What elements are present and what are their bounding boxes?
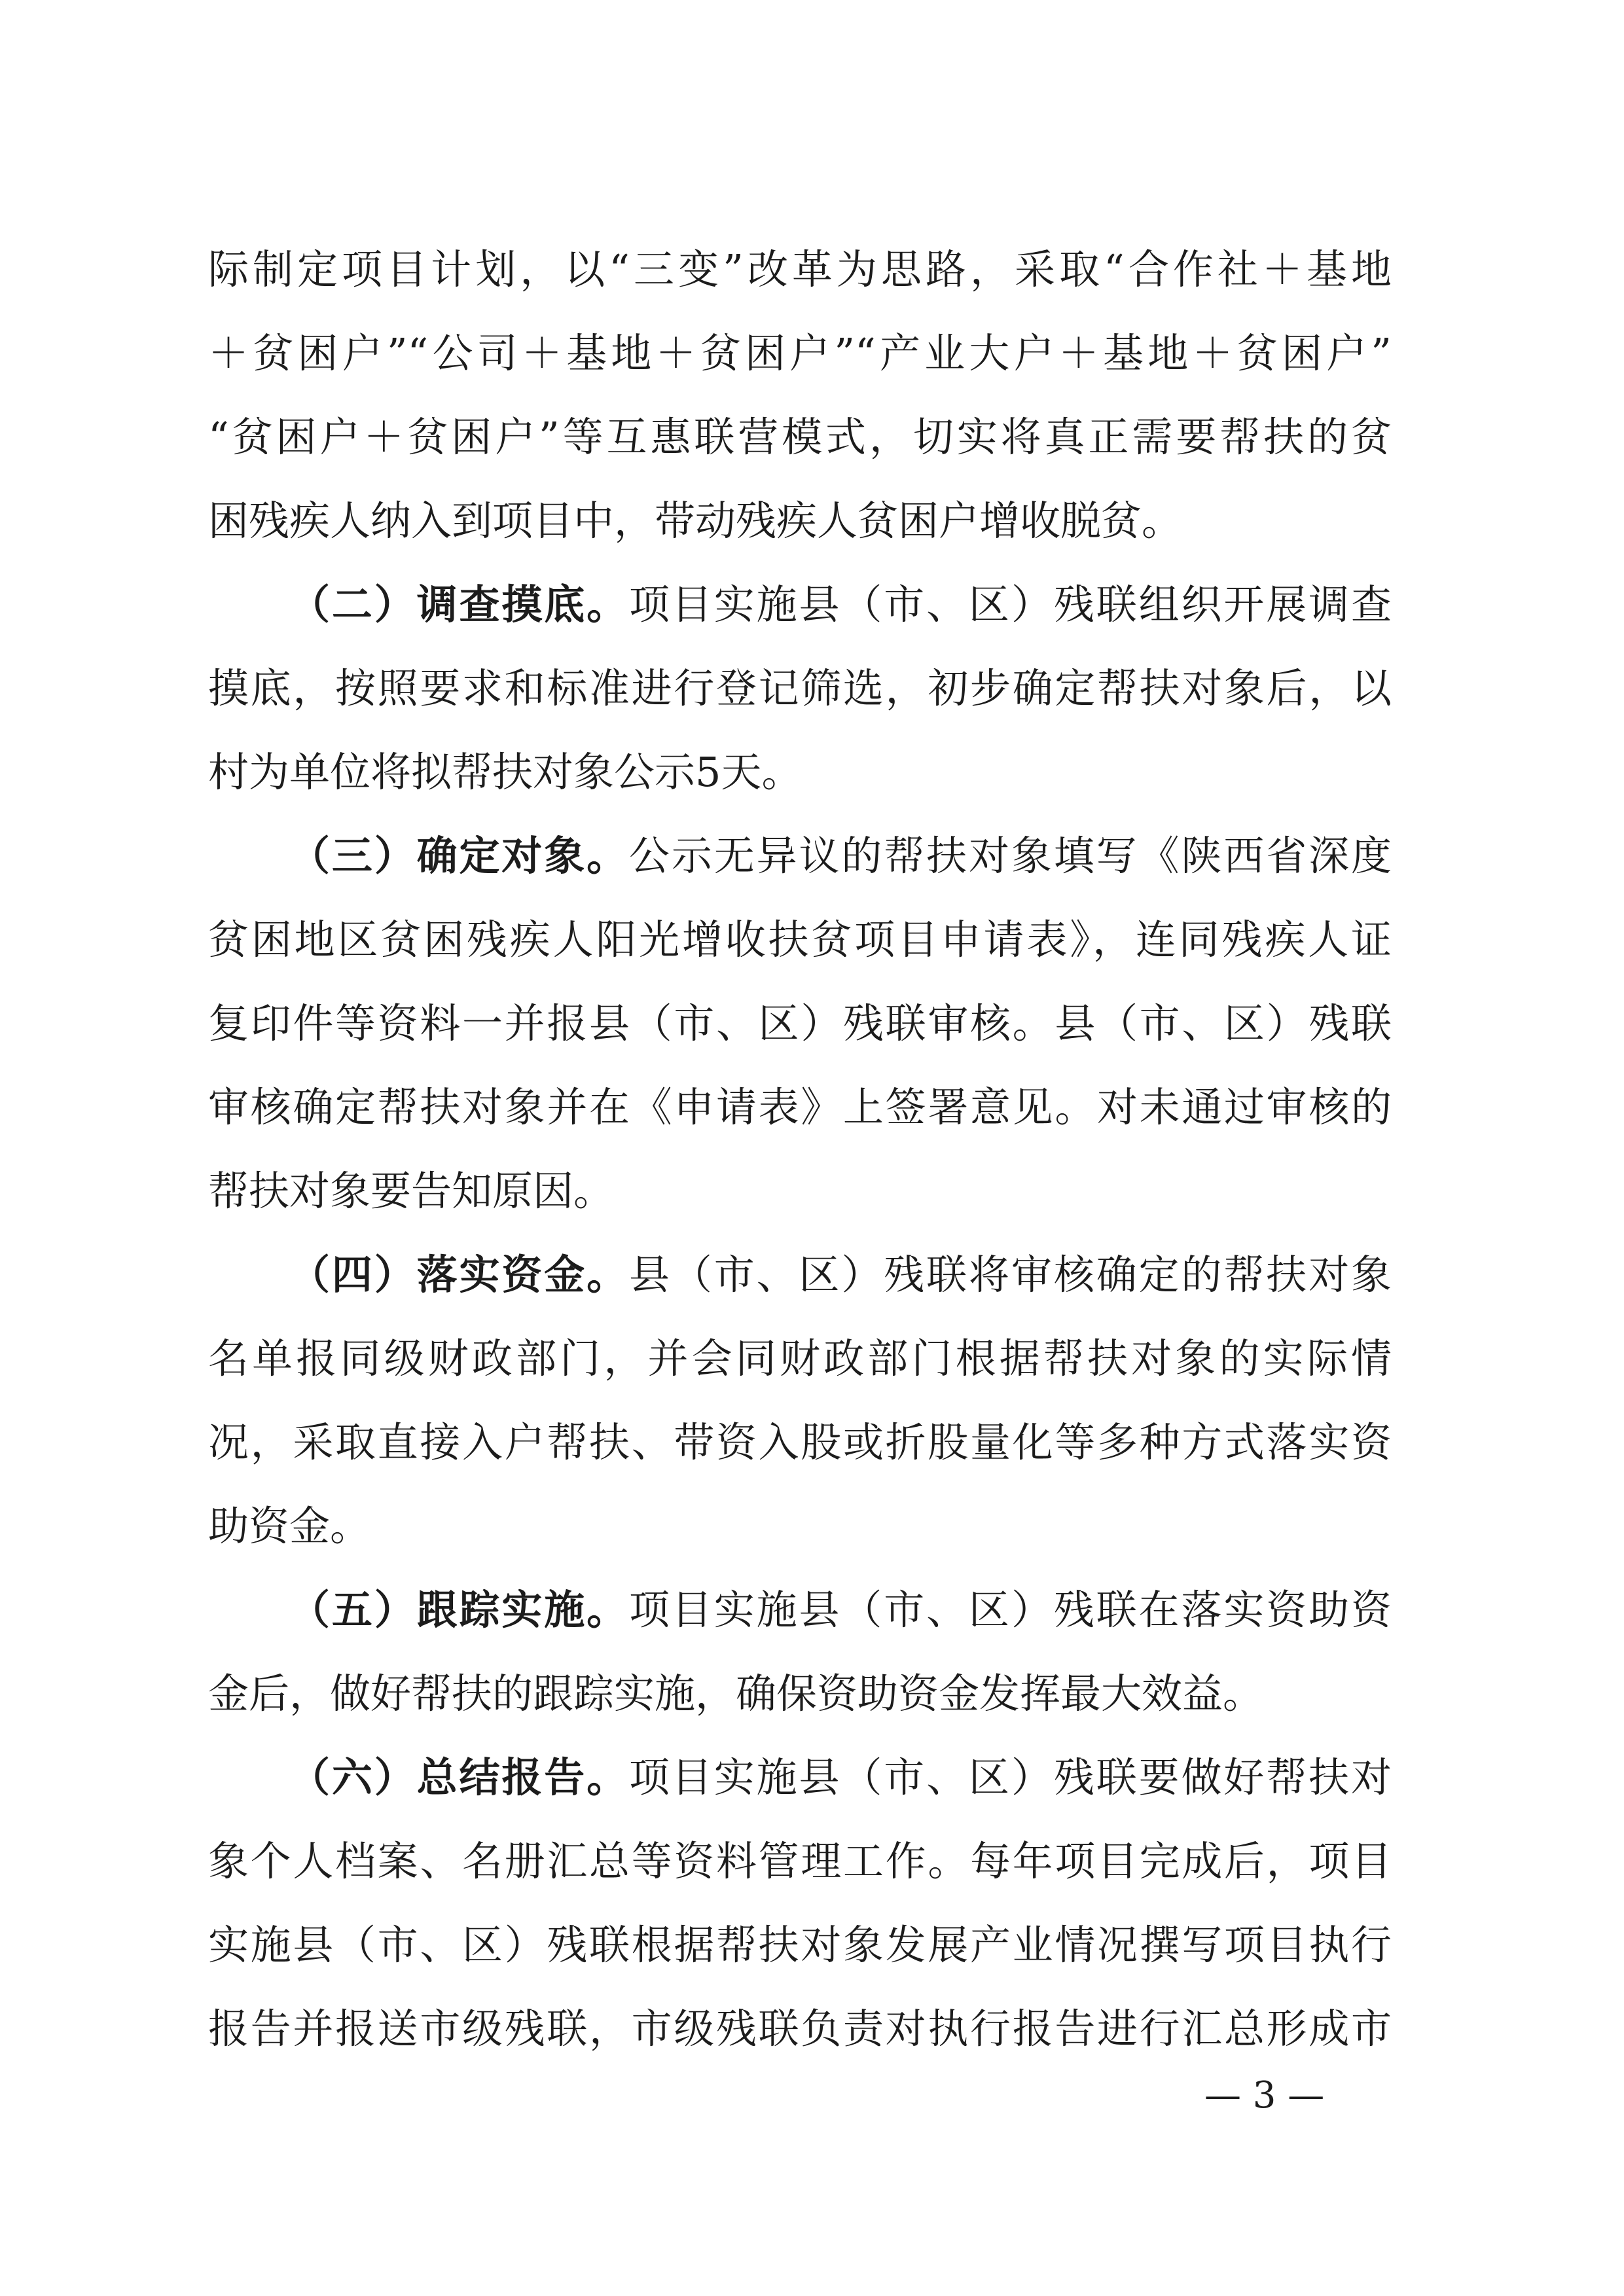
intro-line: ＋贫困户”“公司＋基地＋贫困户”“产业大户＋基地＋贫困户” xyxy=(208,329,1392,377)
intro-line: 际制定项目计划，以“三变”改革为思路，采取“合作社＋基地 xyxy=(208,245,1392,293)
section-text: 项目实施县（市、区）残联要做好帮扶对 xyxy=(629,1753,1392,1801)
intro-line: “贫困户＋贫困户”等互惠联营模式，切实将真正需要帮扶的贫 xyxy=(208,413,1392,461)
section-line: 实施县（市、区）残联根据帮扶对象发展产业情况撰写项目执行 xyxy=(208,1921,1392,1969)
intro-line: 困残疾人纳入到项目中，带动残疾人贫困户增收脱贫。 xyxy=(208,497,1183,545)
section-line: 村为单位将拟帮扶对象公示5天。 xyxy=(208,748,803,796)
section-first-line xyxy=(289,1249,1392,1301)
section-line: 名单报同级财政部门，并会同财政部门根据帮扶对象的实际情 xyxy=(208,1335,1392,1382)
section-line: 贫困地区贫困残疾人阳光增收扶贫项目申请表》，连同残疾人证 xyxy=(208,916,1392,963)
section-line: 复印件等资料一并报县（市、区）残联审核。县（市、区）残联 xyxy=(208,999,1392,1047)
section-line: 报告并报送市级残联，市级残联负责对执行报告进行汇总形成市 xyxy=(208,2005,1392,2053)
section-text: 公示无异议的帮扶对象填写《陕西省深度 xyxy=(629,832,1392,880)
section-line: 助资金。 xyxy=(208,1502,371,1550)
section-line: 金后，做好帮扶的跟踪实施，确保资助资金发挥最大效益。 xyxy=(208,1670,1264,1717)
section-line: 审核确定帮扶对象并在《申请表》上签署意见。对未通过审核的 xyxy=(208,1083,1392,1131)
section-first-line xyxy=(289,830,1392,882)
page-number: — 3 — xyxy=(1204,2074,1325,2117)
section-heading: （六）总结报告。 xyxy=(289,1753,630,1801)
section-line: 况，采取直接入户帮扶、带资入股或折股量化等多种方式落实资 xyxy=(208,1418,1392,1466)
section-heading: （五）跟踪实施。 xyxy=(289,1586,630,1634)
section-heading: （三）确定对象。 xyxy=(289,832,630,880)
section-line: 帮扶对象要告知原因。 xyxy=(208,1167,615,1215)
section-text: 项目实施县（市、区）残联在落实资助资 xyxy=(629,1586,1392,1634)
section-heading: （四）落实资金。 xyxy=(289,1251,630,1299)
section-text: 县（市、区）残联将审核确定的帮扶对象 xyxy=(629,1251,1392,1299)
section-first-line xyxy=(289,579,1392,631)
section-first-line xyxy=(289,1751,1392,1804)
section-line: 象个人档案、名册汇总等资料管理工作。每年项目完成后，项目 xyxy=(208,1837,1392,1885)
section-line: 摸底，按照要求和标准进行登记筛选，初步确定帮扶对象后，以 xyxy=(208,664,1392,712)
section-heading: （二）调查摸底。 xyxy=(289,581,630,628)
section-text: 项目实施县（市、区）残联组织开展调查 xyxy=(629,581,1392,628)
section-first-line xyxy=(289,1584,1392,1636)
